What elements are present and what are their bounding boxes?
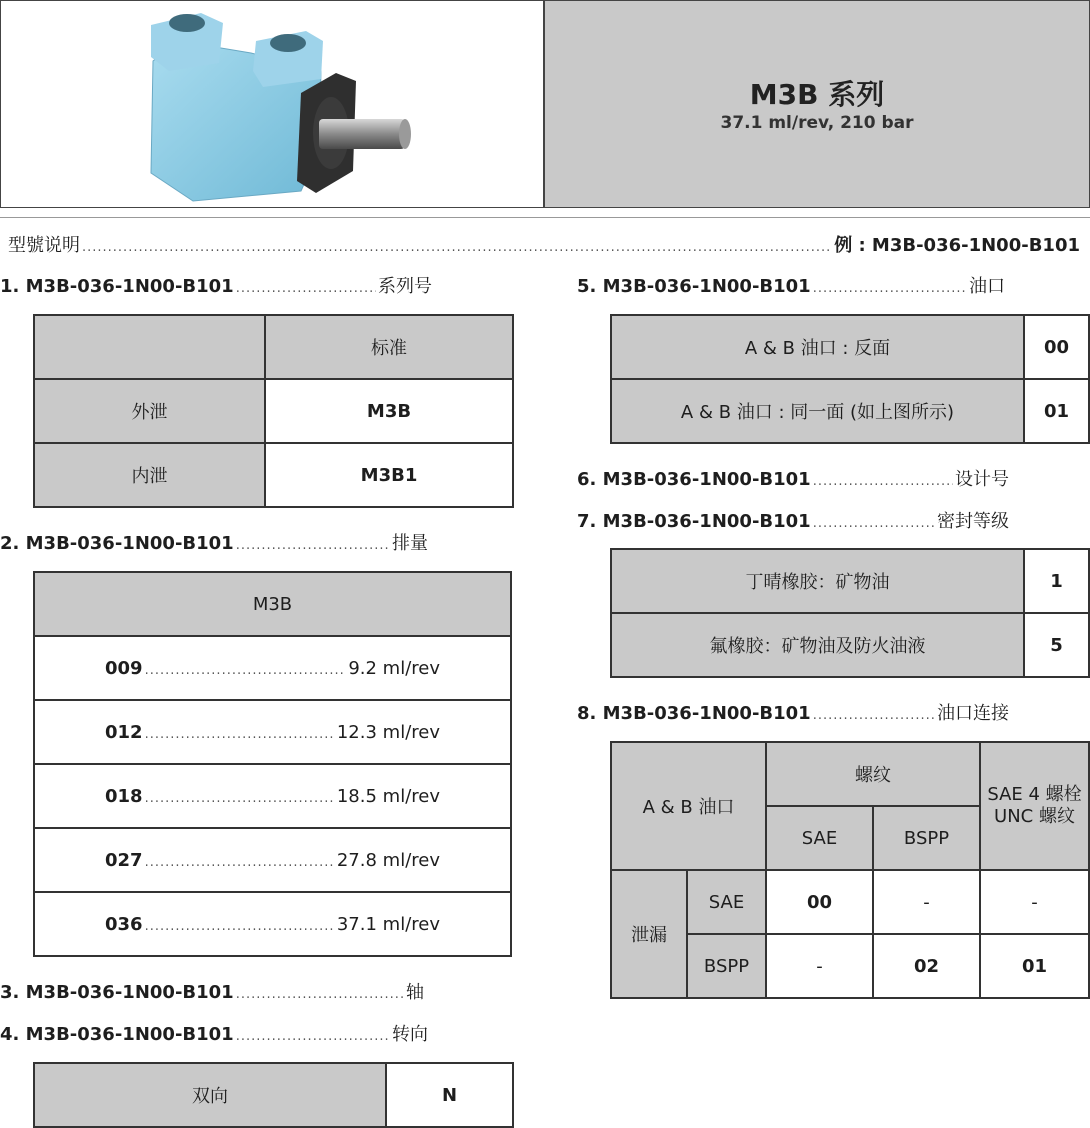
table-header: BSPP <box>873 806 980 870</box>
table-cell: 02 <box>873 934 980 998</box>
section-6-line <box>577 465 1009 491</box>
port-table <box>610 314 1090 444</box>
section-code: 3. M3B-036-1N00-B101 <box>0 982 234 1003</box>
table-row <box>34 636 511 700</box>
leader-dots <box>145 727 335 742</box>
table-row <box>611 315 1089 379</box>
model-example: 例 : M3B-036-1N00-B101 <box>834 235 1080 256</box>
section-4-line <box>0 1020 428 1046</box>
table-cell: SAE <box>687 870 766 934</box>
rotation-table <box>33 1062 514 1128</box>
table-cell: - <box>873 870 980 934</box>
table-cell: M3B1 <box>265 443 513 507</box>
table-row <box>34 379 513 443</box>
section-label: 油口连接 <box>937 703 1009 724</box>
section-label: 设计号 <box>955 469 1009 490</box>
section-code: 2. M3B-036-1N00-B101 <box>0 533 234 554</box>
leader-dots <box>813 474 953 489</box>
table-row <box>34 700 511 764</box>
section-3-line <box>0 978 424 1004</box>
table-cell <box>34 764 511 828</box>
product-image-panel <box>0 0 544 208</box>
table-cell: A & B 油口 : 反面 <box>611 315 1024 379</box>
table-row <box>611 379 1089 443</box>
table-cell: M3B <box>265 379 513 443</box>
leader-dots <box>813 708 935 723</box>
section-label: 轴 <box>406 982 424 1003</box>
table-row <box>34 892 511 956</box>
table-cell: - <box>980 870 1089 934</box>
displacement-value: 9.2 ml/rev <box>348 657 440 679</box>
leader-dots <box>236 281 376 296</box>
table-cell: 5 <box>1024 613 1089 677</box>
table-cell: - <box>766 934 873 998</box>
table-header: 泄漏 <box>611 870 687 998</box>
table-cell <box>34 828 511 892</box>
leader-dots <box>813 516 935 531</box>
table-row <box>34 764 511 828</box>
leader-dots <box>145 663 347 678</box>
leader-dots <box>145 855 335 870</box>
displacement-code: 012 <box>105 721 143 743</box>
table-cell: 外泄 <box>34 379 265 443</box>
table-cell: 00 <box>766 870 873 934</box>
displacement-table <box>33 571 512 957</box>
table-cell <box>34 636 511 700</box>
table-header: SAE <box>766 806 873 870</box>
displacement-value: 27.8 ml/rev <box>336 849 440 871</box>
section-code: 8. M3B-036-1N00-B101 <box>577 703 811 724</box>
table-header: 标准 <box>265 315 513 379</box>
section-code: 4. M3B-036-1N00-B101 <box>0 1024 234 1045</box>
section-label: 密封等级 <box>937 511 1009 532</box>
table-cell: BSPP <box>687 934 766 998</box>
leader-dots <box>145 791 335 806</box>
table-cell: 01 <box>980 934 1089 998</box>
leader-dots <box>236 987 404 1002</box>
seal-table <box>610 548 1090 678</box>
displacement-code: 027 <box>105 849 143 871</box>
table-cell <box>34 892 511 956</box>
divider <box>0 217 1090 218</box>
vane-pump-image <box>1 1 545 209</box>
section-7-line <box>577 507 1009 533</box>
table-cell: 1 <box>1024 549 1089 613</box>
table-cell: 01 <box>1024 379 1089 443</box>
section-code: 6. M3B-036-1N00-B101 <box>577 469 811 490</box>
model-code-label: 型號说明 <box>8 235 80 256</box>
table-row <box>34 1063 513 1127</box>
section-code: 1. M3B-036-1N00-B101 <box>0 276 234 297</box>
table-row <box>611 613 1089 677</box>
table-cell: N <box>386 1063 513 1127</box>
model-code-line <box>8 231 1080 257</box>
table-row <box>611 870 1089 934</box>
table-cell: 00 <box>1024 315 1089 379</box>
table-row <box>34 828 511 892</box>
connection-table <box>610 741 1090 999</box>
table-cell <box>34 700 511 764</box>
section-code: 5. M3B-036-1N00-B101 <box>577 276 811 297</box>
section-2-line <box>0 529 428 555</box>
leader-dots <box>236 1029 390 1044</box>
table-header <box>980 742 1089 870</box>
table-header: M3B <box>34 572 511 636</box>
table-cell: A & B 油口 : 同一面 (如上图所示) <box>611 379 1024 443</box>
leader-dots <box>236 538 390 553</box>
table-header: A & B 油口 <box>611 742 766 870</box>
section-8-line <box>577 699 1009 725</box>
table-cell: 内泄 <box>34 443 265 507</box>
section-label: 系列号 <box>378 276 432 297</box>
table-cell: 双向 <box>34 1063 386 1127</box>
section-5-line <box>577 272 1005 298</box>
page-title: M3B 系列 <box>749 78 885 111</box>
displacement-value: 12.3 ml/rev <box>336 721 440 743</box>
table-cell <box>34 315 265 379</box>
sae4-label: SAE 4 螺栓 UNC 螺纹 <box>987 784 1082 827</box>
displacement-value: 18.5 ml/rev <box>336 785 440 807</box>
table-row <box>34 443 513 507</box>
displacement-code: 009 <box>105 657 143 679</box>
displacement-code: 018 <box>105 785 143 807</box>
table-row <box>611 549 1089 613</box>
table-cell: 丁晴橡胶：矿物油 <box>611 549 1024 613</box>
leader-dots <box>145 919 335 934</box>
leader-dots <box>813 281 967 296</box>
leader-dots <box>82 240 832 255</box>
table-cell: 氟橡胶：矿物油及防火油液 <box>611 613 1024 677</box>
displacement-value: 37.1 ml/rev <box>336 913 440 935</box>
section-1-line <box>0 272 432 298</box>
table-header: 螺纹 <box>766 742 980 806</box>
page-subtitle: 37.1 ml/rev, 210 bar <box>720 113 914 133</box>
section-code: 7. M3B-036-1N00-B101 <box>577 511 811 532</box>
title-panel <box>544 0 1090 208</box>
series-table <box>33 314 514 508</box>
section-label: 油口 <box>969 276 1005 297</box>
displacement-code: 036 <box>105 913 143 935</box>
section-label: 排量 <box>392 533 428 554</box>
section-label: 转向 <box>392 1024 428 1045</box>
